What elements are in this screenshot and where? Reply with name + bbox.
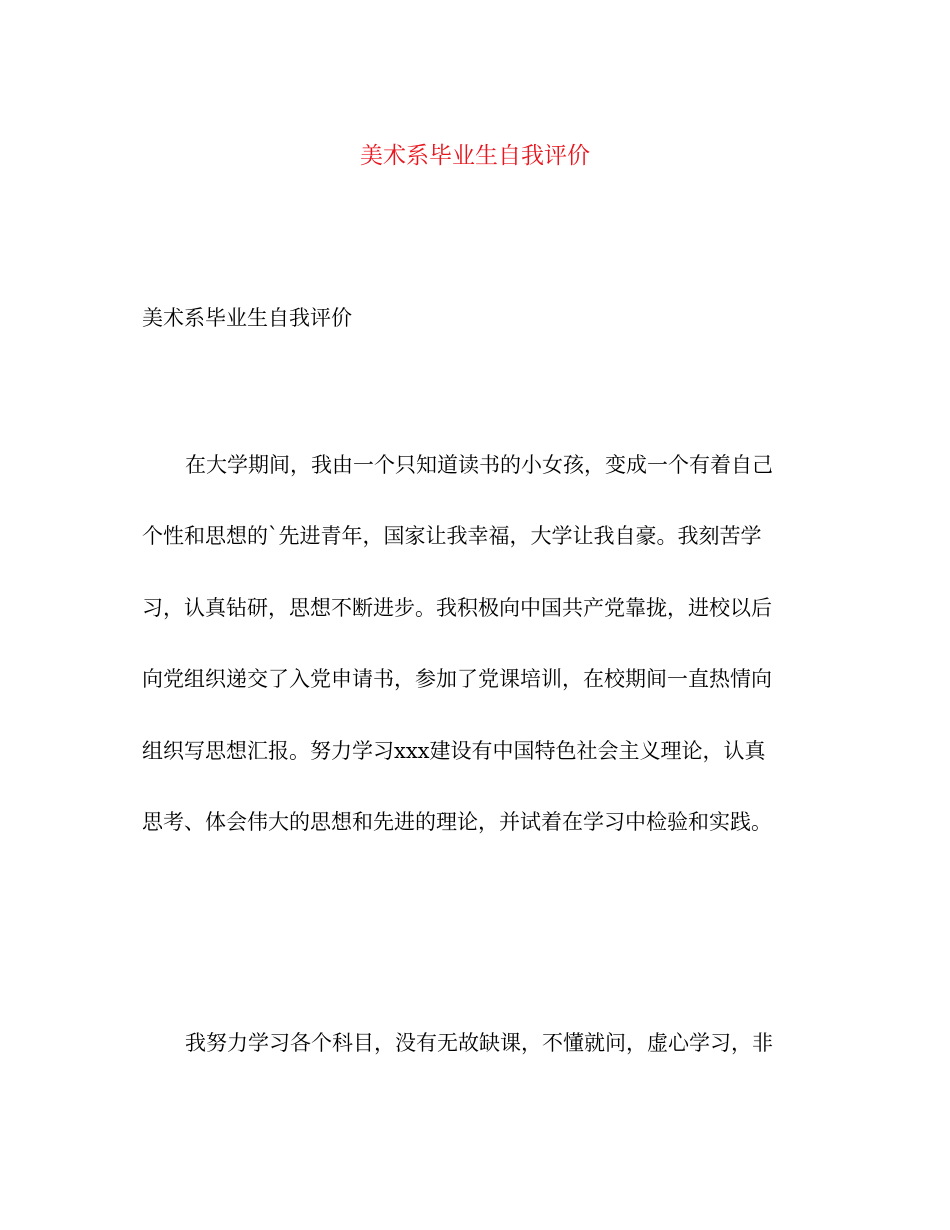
paragraph-line: 组织写思想汇报。努力学习xxx建设有中国特色社会主义理论，认真 bbox=[142, 739, 766, 763]
paragraph-line: 习，认真钻研，思想不断进步。我积极向中国共产党靠拢，进校以后 bbox=[142, 596, 772, 620]
document-heading: 美术系毕业生自我评价 bbox=[142, 306, 352, 330]
paragraph-line: 我努力学习各个科目，没有无故缺课，不懂就问，虚心学习，非 bbox=[185, 1031, 773, 1055]
paragraph-line: 向党组织递交了入党申请书，参加了党课培训，在校期间一直热情向 bbox=[142, 667, 772, 691]
paragraph-line: 思考、体会伟大的思想和先进的理论，并试着在学习中检验和实践。 bbox=[142, 810, 772, 834]
paragraph-line: 个性和思想的`先进青年，国家让我幸福，大学让我自豪。我刻苦学 bbox=[142, 524, 762, 548]
page-title: 美术系毕业生自我评价 bbox=[360, 143, 590, 169]
paragraph-line: 在大学期间，我由一个只知道读书的小女孩，变成一个有着自己 bbox=[185, 453, 773, 477]
